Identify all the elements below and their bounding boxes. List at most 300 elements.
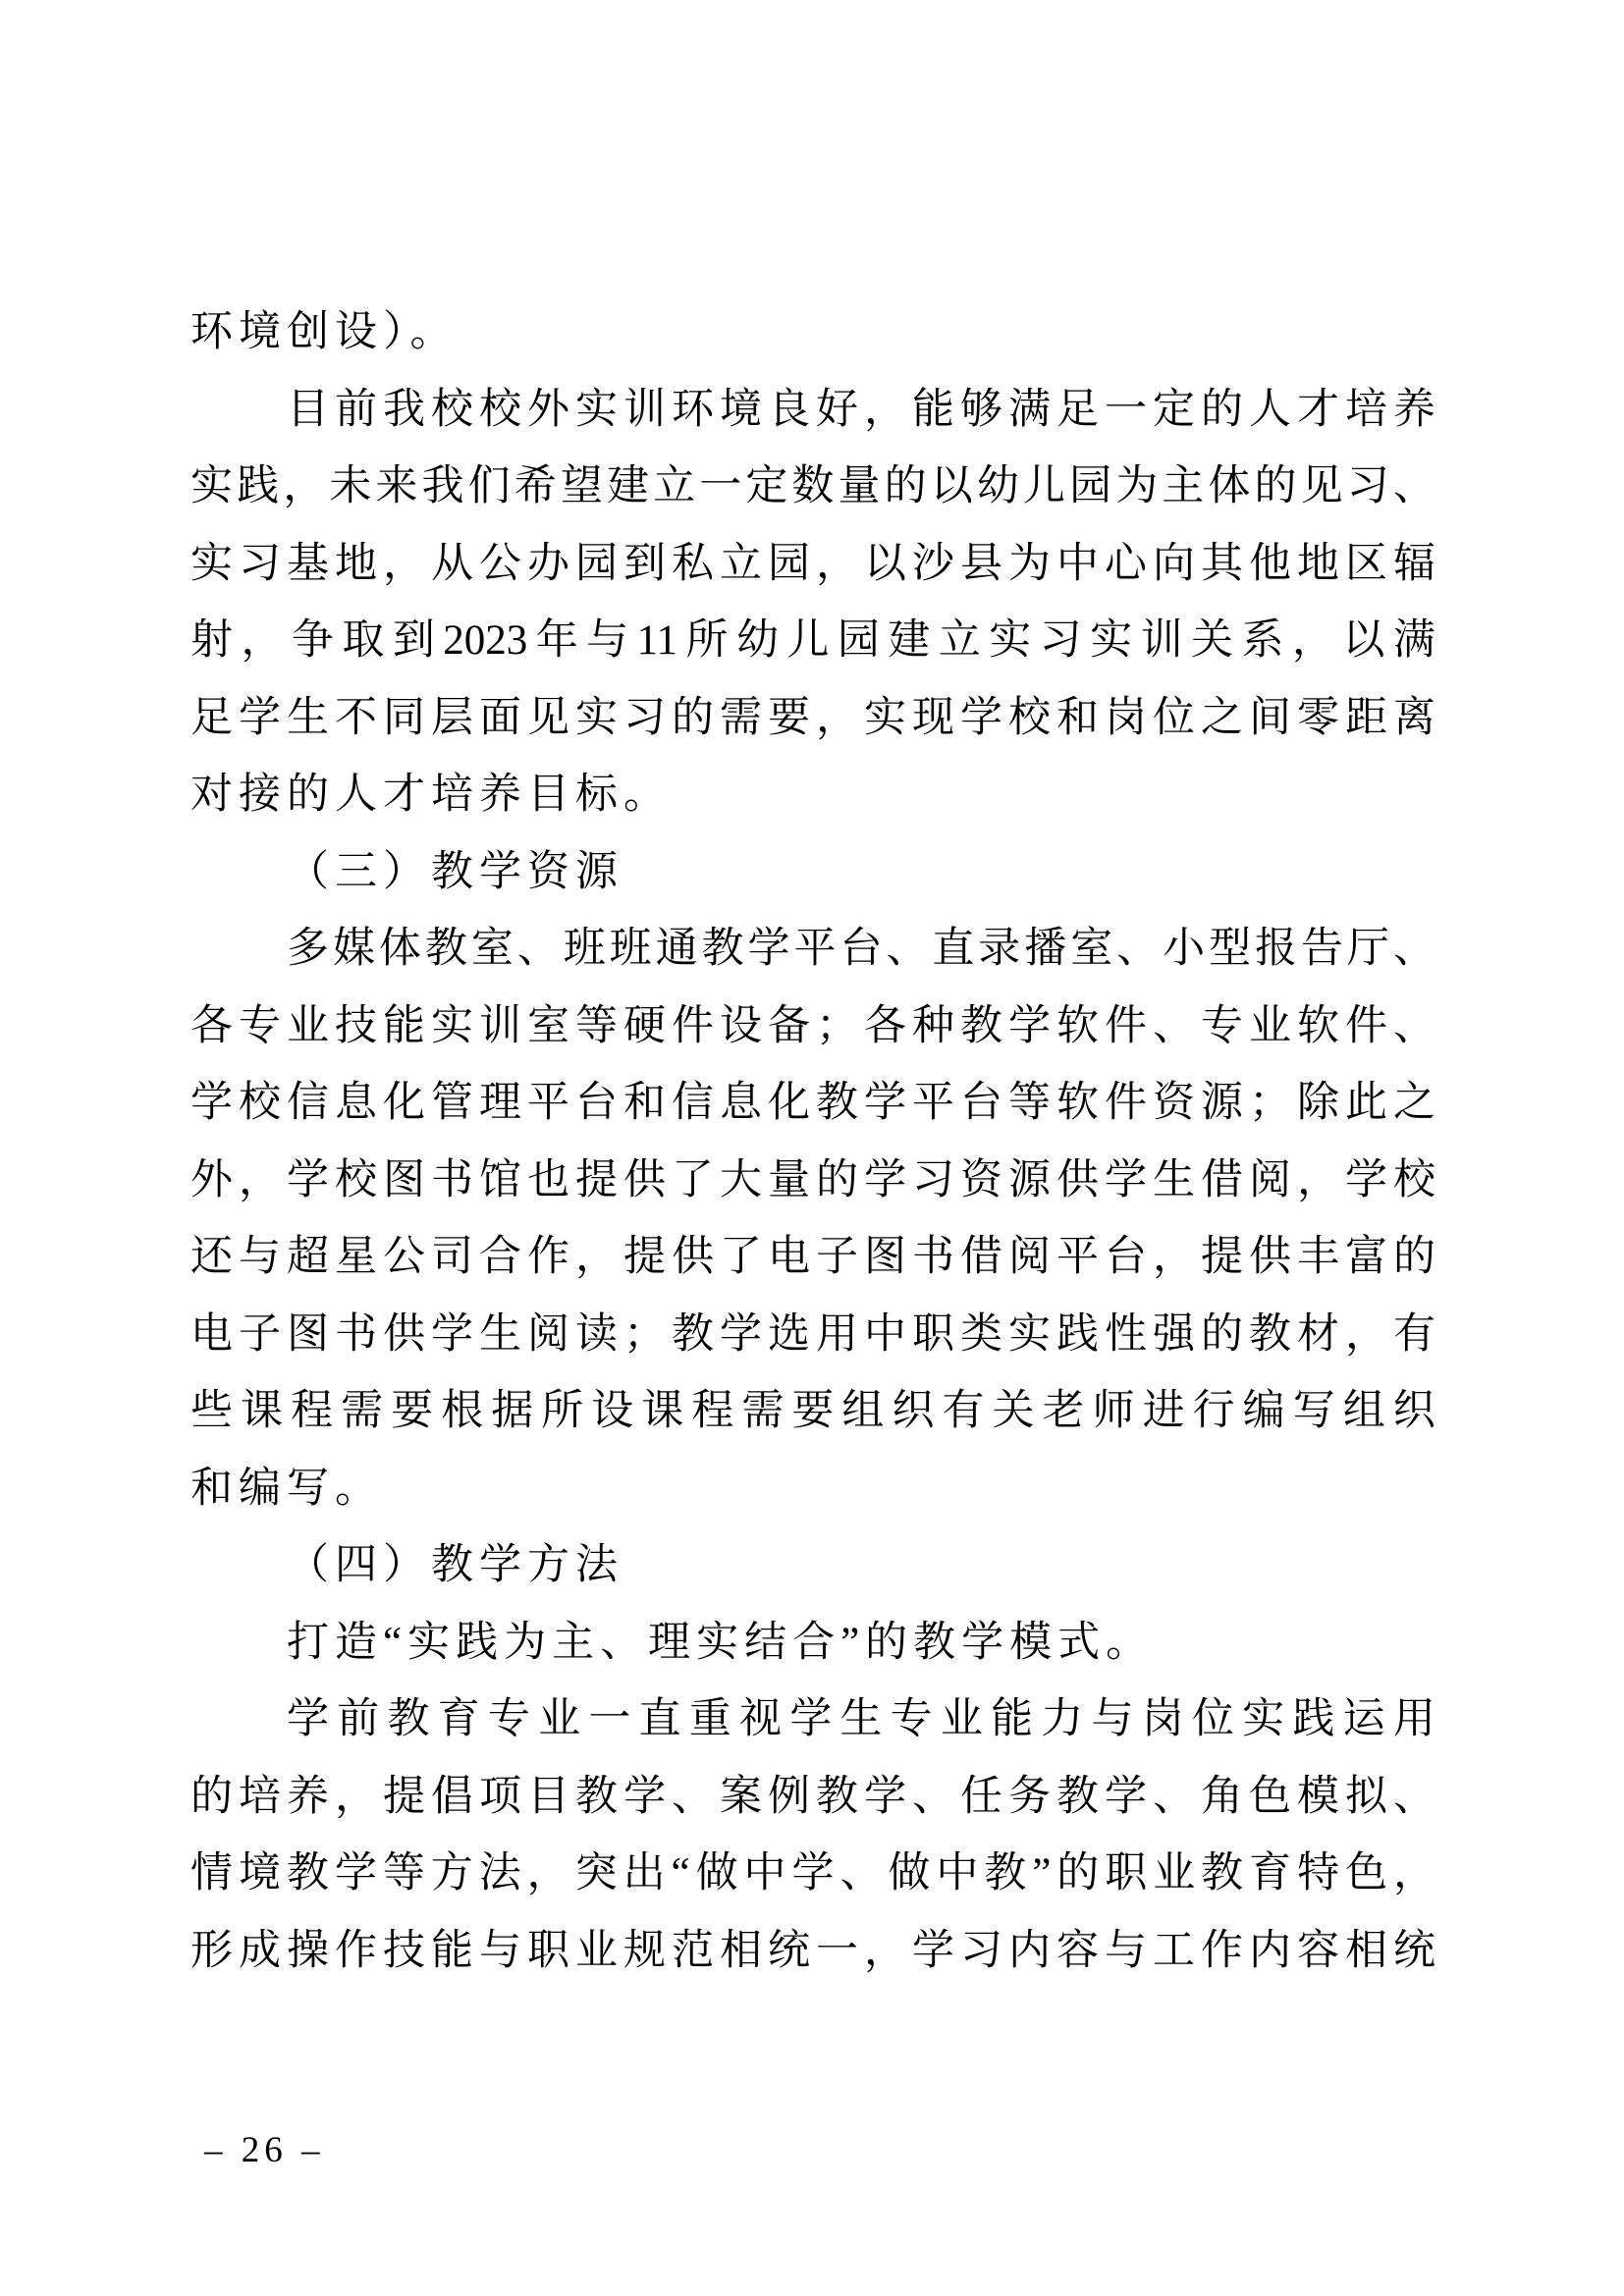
text-token: 管 <box>431 1080 473 1126</box>
text-token: 目 <box>287 386 329 433</box>
text-token: 容 <box>1056 1927 1099 1974</box>
text-token: 、 <box>1153 1002 1195 1049</box>
text-token: 能 <box>431 1927 473 1974</box>
text-token: 岗 <box>1105 694 1147 741</box>
text-token: 做 <box>695 1850 738 1896</box>
text-token: 才 <box>1297 386 1339 433</box>
text-line <box>190 1065 1435 1143</box>
text-token: 公 <box>383 1234 425 1280</box>
text-token: 他 <box>1249 540 1291 587</box>
text-token: 写 <box>1292 1388 1335 1434</box>
text-token: 见 <box>527 694 569 741</box>
text-token: 学 <box>1345 1156 1387 1203</box>
text-token: ， <box>1291 617 1334 664</box>
text-token: 园 <box>837 617 880 664</box>
text-token: 践 <box>237 463 280 509</box>
text-token: 教 <box>672 1310 714 1358</box>
text-line: 打造“实践为主、理实结合”的教学模式。 <box>287 1619 1155 1666</box>
text-token: 关 <box>1191 617 1234 664</box>
text-token: 能 <box>912 386 954 433</box>
text-token: 需 <box>741 1388 785 1434</box>
text-token: 、 <box>516 926 560 972</box>
text-line <box>190 1836 1435 1913</box>
text-token: 与 <box>586 617 629 664</box>
text-token: 学 <box>791 1850 835 1896</box>
section-heading: （三）教学资源 <box>287 848 623 895</box>
text-token: 供 <box>672 1234 714 1280</box>
text-token: 资 <box>960 1156 1002 1203</box>
text-token: 电 <box>190 1310 233 1358</box>
text-token: 望 <box>560 463 603 509</box>
text-token: 层 <box>431 694 473 741</box>
text-token: 理 <box>479 1080 521 1126</box>
text-token: 作 <box>1201 1927 1243 1974</box>
text-token: 化 <box>383 1080 425 1126</box>
text-token: 教 <box>575 1773 618 1820</box>
text-token: 形 <box>190 1927 233 1974</box>
text-token: 方 <box>430 1850 473 1896</box>
text-token: 司 <box>431 1234 473 1280</box>
text-token: 除 <box>1297 1080 1339 1126</box>
text-token: 学 <box>239 694 281 741</box>
text-token: 的 <box>1201 386 1243 433</box>
text-token: 播 <box>1024 926 1067 972</box>
text-token: 与 <box>479 1927 521 1974</box>
text-token: 11 <box>636 617 678 664</box>
text-token: 职 <box>527 1927 569 1974</box>
text-token: ； <box>623 1310 666 1358</box>
text-token: 教 <box>960 1002 1002 1049</box>
text-token: 主 <box>1162 463 1205 509</box>
text-line <box>190 1913 1435 1991</box>
text-token: 硬 <box>623 1002 666 1049</box>
text-token: 争 <box>291 617 334 664</box>
section-heading: （四）教学方法 <box>287 1542 623 1588</box>
text-token: 教 <box>816 1080 858 1126</box>
text-token: 规 <box>623 1927 666 1974</box>
text-token: 幼 <box>735 617 779 664</box>
text-token: 学 <box>190 1080 233 1126</box>
text-token: 学 <box>334 1850 377 1896</box>
text-token: 育 <box>437 1696 480 1742</box>
text-token: 实 <box>190 540 233 587</box>
text-token: 、 <box>1392 926 1435 972</box>
text-line <box>190 449 1435 526</box>
text-token: 有 <box>1393 1310 1435 1358</box>
text-token: 班 <box>563 926 606 972</box>
text-token: 统 <box>1393 1927 1435 1974</box>
text-token: 专 <box>487 1696 530 1742</box>
text-token: ； <box>1249 1080 1291 1126</box>
text-token: 同 <box>383 694 425 741</box>
text-token: 训 <box>623 386 666 433</box>
text-token: 养 <box>1393 386 1435 433</box>
text-token: 一 <box>588 1696 631 1742</box>
text-token: ， <box>283 463 326 509</box>
text-token: 学 <box>431 1310 473 1358</box>
text-token: 校 <box>431 386 473 433</box>
text-token: 织 <box>1392 1388 1435 1434</box>
text-token: 提 <box>383 1773 425 1820</box>
text-token: 学 <box>287 1156 329 1203</box>
text-token: 生 <box>479 1310 521 1358</box>
text-token: 、 <box>1393 1002 1435 1049</box>
text-token: 一 <box>699 463 742 509</box>
text-token: 实 <box>1242 1696 1285 1742</box>
text-token: 提 <box>1201 1234 1243 1280</box>
text-token: 法 <box>478 1850 521 1896</box>
text-token: 实 <box>864 694 906 741</box>
text-token: 养 <box>287 1773 329 1820</box>
text-token: 小 <box>1163 926 1206 972</box>
text-token: 要 <box>768 694 810 741</box>
text-token: ， <box>816 540 858 587</box>
text-token: 室 <box>470 926 514 972</box>
text-token: 2023 <box>443 617 528 664</box>
text-token: 供 <box>623 1156 666 1203</box>
text-token: 此 <box>1345 1080 1387 1126</box>
text-token: 以 <box>864 540 906 587</box>
text-token: 取 <box>342 617 385 664</box>
text-token: 心 <box>1105 540 1147 587</box>
text-token: 视 <box>738 1696 782 1742</box>
text-token: 成 <box>239 1927 281 1974</box>
text-token: 材 <box>1297 1310 1339 1358</box>
text-token: 校 <box>335 1156 377 1203</box>
text-token: 、 <box>886 926 929 972</box>
text-token: 色 <box>1345 1850 1388 1896</box>
text-token: 相 <box>1345 1927 1387 1974</box>
text-token: 务 <box>1008 1773 1051 1820</box>
text-token: 根 <box>441 1388 484 1434</box>
text-token: 县 <box>960 540 1002 587</box>
text-token: 等 <box>382 1850 425 1896</box>
text-token: 向 <box>1153 540 1195 587</box>
text-token: 幼 <box>976 463 1019 509</box>
text-token: 业 <box>538 1696 581 1742</box>
text-token: 习 <box>239 540 281 587</box>
text-token: 作 <box>335 1927 377 1974</box>
text-token: 习 <box>1039 617 1082 664</box>
text-token: 书 <box>335 1310 377 1358</box>
text-token: 中 <box>936 1850 979 1896</box>
text-token: 零 <box>1297 694 1339 741</box>
text-token: 生 <box>1153 1156 1195 1203</box>
text-token: ， <box>864 1927 906 1974</box>
text-token: 够 <box>960 386 1002 433</box>
text-token: 师 <box>1092 1388 1135 1434</box>
text-token: 前 <box>337 1696 380 1742</box>
text-token: 儿 <box>1022 463 1065 509</box>
text-token: 园 <box>1069 463 1112 509</box>
text-token: 做 <box>888 1850 931 1896</box>
text-token: 能 <box>991 1696 1034 1742</box>
text-token: 业 <box>940 1696 983 1742</box>
text-token: 数 <box>791 463 835 509</box>
text-token: ， <box>241 617 284 664</box>
text-token: 借 <box>960 1234 1002 1280</box>
text-token: 教 <box>387 1696 430 1742</box>
text-token: 教 <box>1249 1310 1291 1358</box>
text-token: 拟 <box>1345 1773 1387 1820</box>
text-token: 一 <box>1105 386 1147 433</box>
text-token: 与 <box>1105 1927 1147 1974</box>
text-token: 教 <box>816 1773 858 1820</box>
text-token: 从 <box>431 540 473 587</box>
text-line <box>190 1759 1435 1837</box>
text-token: 境 <box>238 1850 281 1896</box>
text-line: 对接的人才培养目标。 <box>190 772 672 818</box>
text-token: ， <box>383 540 425 587</box>
text-token: 培 <box>239 1773 281 1820</box>
text-token: 设 <box>720 1002 762 1049</box>
text-token: ， <box>864 386 906 433</box>
text-token: 见 <box>1300 463 1343 509</box>
text-token: 目 <box>527 1773 569 1820</box>
text-token: ， <box>239 1156 281 1203</box>
text-token: 还 <box>190 1234 233 1280</box>
text-token: “ <box>671 1850 690 1896</box>
text-token: 校 <box>1008 694 1051 741</box>
text-token: 实 <box>989 617 1032 664</box>
text-token: 课 <box>641 1388 684 1434</box>
text-token: 平 <box>793 926 837 972</box>
text-line <box>190 1373 1435 1451</box>
text-token: 立 <box>720 540 762 587</box>
text-token: 学 <box>864 1156 906 1203</box>
text-token: 提 <box>623 1234 666 1280</box>
text-token: 践 <box>1292 1696 1335 1742</box>
text-token: 体 <box>1208 463 1251 509</box>
text-token: 台 <box>1105 1234 1147 1280</box>
text-token: 量 <box>838 463 881 509</box>
text-token: 习 <box>623 694 666 741</box>
text-token: 教 <box>1201 1850 1244 1896</box>
text-token: 地 <box>1297 540 1339 587</box>
text-token: 设 <box>591 1388 634 1434</box>
text-token: 馆 <box>479 1156 521 1203</box>
text-token: 体 <box>378 926 421 972</box>
text-token: 量 <box>768 1156 810 1203</box>
text-token: 岗 <box>1141 1696 1184 1742</box>
text-token: ， <box>526 1850 569 1896</box>
text-token: 我 <box>383 386 425 433</box>
text-token: 用 <box>816 1310 858 1358</box>
text-token: 子 <box>816 1234 858 1280</box>
text-token: 据 <box>491 1388 534 1434</box>
text-token: 、 <box>839 1850 883 1896</box>
text-token: 满 <box>1008 386 1051 433</box>
text-token: 不 <box>335 694 377 741</box>
text-token: 平 <box>527 1080 569 1126</box>
text-token: 平 <box>912 1080 954 1126</box>
text-line: 和编写。 <box>190 1465 383 1512</box>
text-token: ” <box>1032 1850 1052 1896</box>
text-token: 所 <box>685 617 729 664</box>
text-token: 案 <box>720 1773 762 1820</box>
text-token: 辐 <box>1393 540 1435 587</box>
text-token: 的 <box>1056 1850 1100 1896</box>
text-token: 专 <box>239 1002 281 1049</box>
text-token: 、 <box>672 1773 714 1820</box>
text-token: 学 <box>1105 1773 1147 1820</box>
text-token: 到 <box>623 540 666 587</box>
text-token: 角 <box>1201 1773 1243 1820</box>
text-token: 教 <box>286 1850 329 1896</box>
text-line <box>190 680 1435 758</box>
text-token: 中 <box>1056 540 1099 587</box>
text-token: 中 <box>743 1850 786 1896</box>
text-token: 年 <box>535 617 578 664</box>
text-token: 息 <box>335 1080 377 1126</box>
text-token: 满 <box>1392 617 1435 664</box>
text-token: 学 <box>623 1773 666 1820</box>
text-token: 工 <box>1153 1927 1195 1974</box>
text-token: 训 <box>1140 617 1183 664</box>
text-token: 的 <box>1201 1310 1243 1358</box>
text-token: 录 <box>978 926 1021 972</box>
text-token: 公 <box>479 540 521 587</box>
text-token: 学 <box>720 1310 762 1358</box>
text-token: 了 <box>672 1156 714 1203</box>
text-token: 教 <box>424 926 467 972</box>
text-token: 现 <box>912 694 954 741</box>
text-token: 借 <box>1201 1156 1243 1203</box>
text-token: 关 <box>992 1388 1035 1434</box>
text-token: 能 <box>383 1002 425 1049</box>
text-token: 实 <box>431 1002 473 1049</box>
text-token: 一 <box>816 1927 858 1974</box>
text-token: 合 <box>479 1234 521 1280</box>
text-token: 习 <box>1346 463 1389 509</box>
text-token: 技 <box>383 1927 425 1974</box>
text-token: 班 <box>609 926 652 972</box>
text-token: 种 <box>912 1002 954 1049</box>
text-token: 项 <box>479 1773 521 1820</box>
text-token: 希 <box>514 463 557 509</box>
text-token: ； <box>816 1002 858 1049</box>
text-token: 之 <box>1201 694 1243 741</box>
text-token: 力 <box>1041 1696 1084 1742</box>
text-token: 图 <box>383 1156 425 1203</box>
text-token: ， <box>1392 1850 1435 1896</box>
text-token: 校 <box>1393 1156 1435 1203</box>
text-token: 室 <box>527 1002 569 1049</box>
text-token: 读 <box>575 1310 618 1358</box>
text-token: 等 <box>1008 1080 1051 1126</box>
text-token: 超 <box>287 1234 329 1280</box>
text-token: 平 <box>1056 1234 1099 1280</box>
text-token: 沙 <box>912 540 954 587</box>
text-token: 所 <box>541 1388 584 1434</box>
text-token: 提 <box>575 1156 618 1203</box>
text-token: 良 <box>768 386 810 433</box>
text-token: 学 <box>1008 1002 1051 1049</box>
text-token: 要 <box>791 1388 835 1434</box>
text-token: 和 <box>623 1080 666 1126</box>
text-token: 任 <box>960 1773 1002 1820</box>
text-token: 训 <box>479 1002 521 1049</box>
page-number: – 26 – <box>204 2130 325 2170</box>
text-token: 台 <box>575 1080 618 1126</box>
text-token: 、 <box>1116 926 1160 972</box>
text-token: 阅 <box>1249 1156 1291 1203</box>
text-token: 校 <box>239 1080 281 1126</box>
text-token: 教 <box>1056 1773 1099 1820</box>
text-token: 用 <box>1392 1696 1435 1742</box>
text-token: 台 <box>839 926 883 972</box>
text-token: 立 <box>653 463 696 509</box>
text-token: 件 <box>1345 1002 1387 1049</box>
text-token: 突 <box>574 1850 618 1896</box>
text-token: 与 <box>239 1234 281 1280</box>
text-token: ， <box>1345 1310 1387 1358</box>
text-token: 外 <box>190 1156 233 1203</box>
text-token: 校 <box>479 386 521 433</box>
text-token: 与 <box>1091 1696 1134 1742</box>
text-token: 的 <box>190 1773 233 1820</box>
text-token: 操 <box>287 1927 329 1974</box>
text-token: 件 <box>1105 1002 1147 1049</box>
text-token: 实 <box>1008 1310 1051 1358</box>
text-token: 大 <box>720 1156 762 1203</box>
text-line <box>190 1219 1435 1297</box>
text-token: 建 <box>606 463 649 509</box>
text-line <box>190 1143 1435 1220</box>
text-token: 些 <box>190 1388 233 1434</box>
text-token: 息 <box>720 1080 762 1126</box>
text-token: 实 <box>575 386 618 433</box>
text-token: 运 <box>1342 1696 1385 1742</box>
text-token: 好 <box>816 386 858 433</box>
text-token: 性 <box>1105 1310 1147 1358</box>
text-token: 足 <box>190 694 233 741</box>
text-token: 件 <box>1105 1080 1147 1126</box>
text-token: 习 <box>960 1927 1002 1974</box>
text-token: 化 <box>768 1080 810 1126</box>
text-token: 软 <box>1297 1002 1339 1049</box>
text-token: ， <box>816 694 858 741</box>
text-token: 告 <box>1300 926 1343 972</box>
text-token: 倡 <box>431 1773 473 1820</box>
text-token: 子 <box>239 1310 281 1358</box>
text-token: ， <box>335 1773 377 1820</box>
text-token: 学 <box>287 1696 329 1742</box>
text-token: 的 <box>1254 463 1297 509</box>
text-token: 强 <box>1153 1310 1195 1358</box>
text-token: 和 <box>1056 694 1099 741</box>
text-token: 织 <box>892 1388 935 1434</box>
text-token: 的 <box>816 1156 858 1203</box>
text-token: 足 <box>1056 386 1099 433</box>
text-token: 业 <box>1153 1850 1196 1896</box>
text-token: 区 <box>1345 540 1387 587</box>
text-token: 模 <box>1297 1773 1339 1820</box>
text-token: 要 <box>391 1388 434 1434</box>
text-token: 、 <box>1392 463 1435 509</box>
text-token: 直 <box>932 926 975 972</box>
text-token: 类 <box>960 1310 1002 1358</box>
text-token: 了 <box>720 1234 762 1280</box>
text-token: 丰 <box>1297 1234 1339 1280</box>
text-line <box>190 1297 1435 1374</box>
text-line <box>190 526 1435 604</box>
text-token: 业 <box>287 1002 329 1049</box>
text-token: 实 <box>190 463 233 509</box>
text-token: 程 <box>691 1388 734 1434</box>
text-token: 专 <box>890 1696 933 1742</box>
text-token: 教 <box>984 1850 1027 1896</box>
